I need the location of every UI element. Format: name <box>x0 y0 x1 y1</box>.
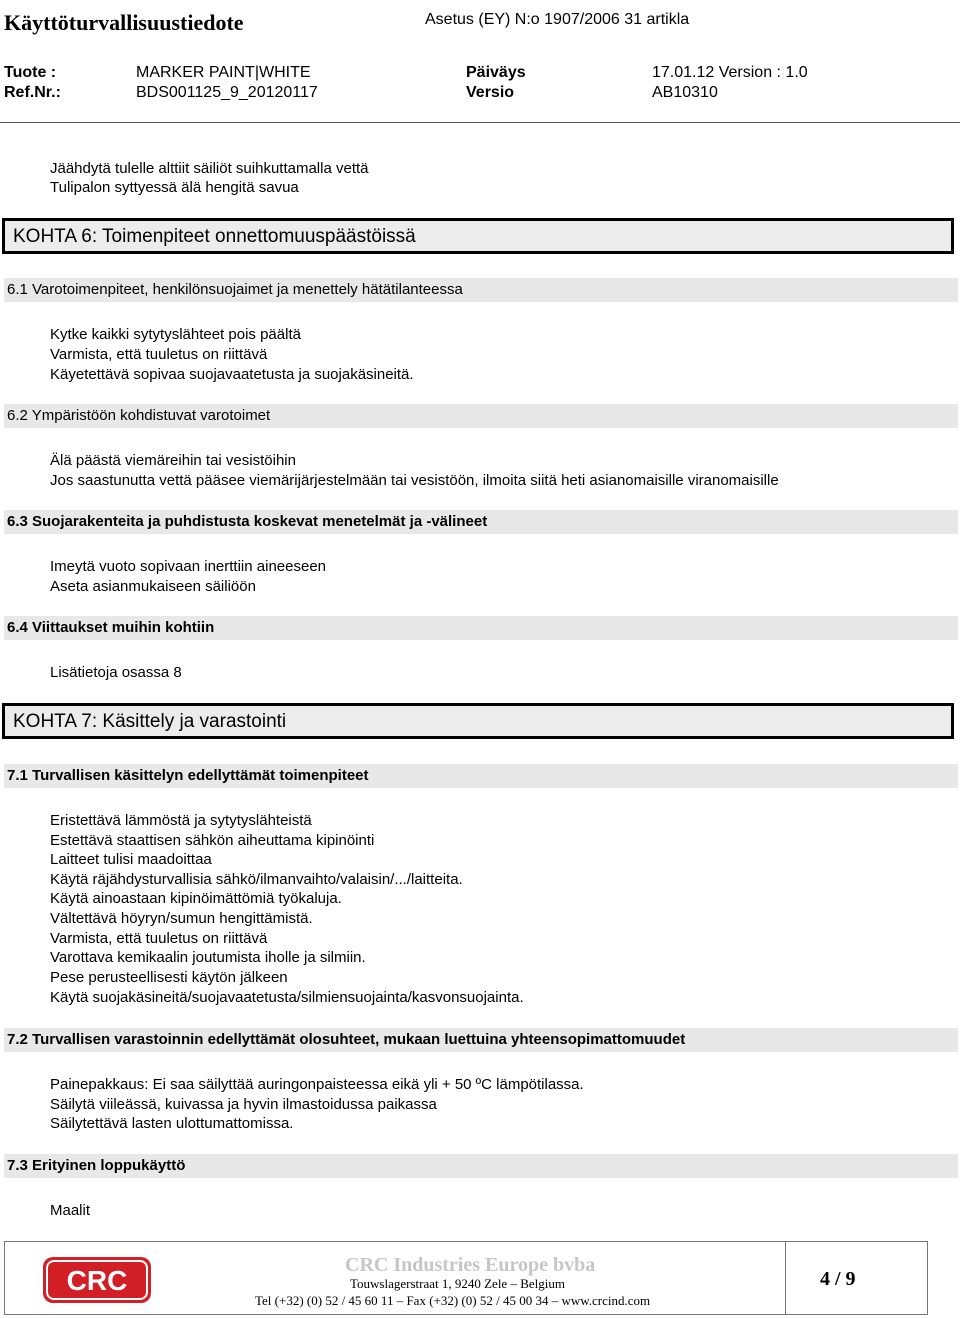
crc-logo <box>43 1257 151 1303</box>
date-value: 17.01.12 Version : 1.0 <box>652 64 808 81</box>
subsection-heading-6-1 <box>4 278 958 302</box>
subsection-heading-7-1 <box>4 764 958 788</box>
text-line: Aseta asianmukaiseen säiliöön <box>50 578 256 595</box>
text-line: Maalit <box>50 1202 91 1219</box>
section-heading-6 <box>2 218 954 254</box>
text-line: Estettävä staattisen sähkön aiheuttama kipinöinti <box>50 832 375 849</box>
regulation-reference: Asetus (EY) N:o 1907/2006 31 artikla <box>425 11 690 28</box>
text-line: Varmista, että tuuletus on riittävä <box>50 930 268 947</box>
subsection-title: 7.1 Turvallisen käsittelyn edellyttämät toimenpiteet <box>7 767 369 784</box>
ref-label: Ref.Nr.: <box>4 84 61 101</box>
header-rule <box>0 122 960 123</box>
text-line: Laitteet tulisi maadoittaa <box>50 851 212 868</box>
text-line: Kytke kaikki sytytyslähteet pois päältä <box>50 326 301 343</box>
product-label: Tuote : <box>4 64 57 81</box>
text-line: Painepakkaus: Ei saa säilyttää auringonpaisteessa eikä yli + 50 ºC lämpötilassa. <box>50 1076 584 1093</box>
subsection-heading-7-2 <box>4 1028 958 1052</box>
date-label: Päiväys <box>466 64 526 81</box>
document-title: Käyttöturvallisuustiedote <box>4 10 244 35</box>
text-line: Älä päästä viemäreihin tai vesistöihin <box>50 452 296 469</box>
page-footer <box>4 1241 928 1315</box>
section-title: KOHTA 6: Toimenpiteet onnettomuuspäästöissä <box>13 226 416 247</box>
logo-text: CRC <box>66 1265 128 1296</box>
subsection-title: 7.3 Erityinen loppukäyttö <box>7 1157 186 1174</box>
company-address: Touwslagerstraat 1, 9240 Zele – Belgium <box>350 1276 565 1291</box>
text-line: Jos saastunutta vettä pääsee viemärijärjestelmään tai vesistöön, ilmoita siitä heti asianomaisille viranomaisille <box>50 472 779 489</box>
text-line: Käytä suojakäsineitä/suojavaatetusta/silmiensuojainta/kasvonsuojainta. <box>50 989 524 1006</box>
subsection-title: 7.2 Turvallisen varastoinnin edellyttämät olosuhteet, mukaan luettuina yhteensopimattomuudet <box>7 1031 686 1048</box>
subsection-title: 6.2 Ympäristöön kohdistuvat varotoimet <box>7 407 271 424</box>
text-line: Tulipalon syttyessä älä hengitä savua <box>50 179 299 196</box>
text-line: Imeytä vuoto sopivaan inerttiin aineeseen <box>50 558 327 575</box>
product-value: MARKER PAINT|WHITE <box>136 64 311 81</box>
text-line: Jäähdytä tulelle alttiit säiliöt suihkuttamalla vettä <box>50 160 369 177</box>
company-name: CRC Industries Europe bvba <box>345 1254 596 1276</box>
text-line: Eristettävä lämmöstä ja sytytyslähteistä <box>50 812 312 829</box>
text-line: Vältettävä höyryn/sumun hengittämistä. <box>50 910 313 927</box>
text-line: Lisätietoja osassa 8 <box>50 664 182 681</box>
subsection-title: 6.4 Viittaukset muihin kohtiin <box>7 619 215 636</box>
text-line: Varmista, että tuuletus on riittävä <box>50 346 268 363</box>
text-line: Pese perusteellisesti käytön jälkeen <box>50 969 288 986</box>
text-line: Käytä ainoastaan kipinöimättömiä työkaluja. <box>50 890 342 907</box>
subsection-title: 6.1 Varotoimenpiteet, henkilönsuojaimet ja menettely hätätilanteessa <box>7 281 463 298</box>
version-value: AB10310 <box>652 84 718 101</box>
text-line: Varottava kemikaalin joutumista iholle ja silmiin. <box>50 949 366 966</box>
text-line: Säilytettävä lasten ulottumattomissa. <box>50 1115 294 1132</box>
text-line: Käyetettävä sopivaa suojavaatetusta ja suojakäsineitä. <box>50 366 414 383</box>
subsection-title: 6.3 Suojarakenteita ja puhdistusta koskevat menetelmät ja -välineet <box>7 513 488 530</box>
section-heading-7 <box>2 703 954 739</box>
section-title: KOHTA 7: Käsittely ja varastointi <box>13 711 287 732</box>
subsection-heading-6-3 <box>4 510 958 534</box>
subsection-heading-7-3 <box>4 1154 958 1178</box>
version-label: Versio <box>466 84 515 101</box>
subsection-heading-6-4 <box>4 616 958 640</box>
page-number: 4 / 9 <box>820 1268 856 1290</box>
text-line: Säilytä viileässä, kuivassa ja hyvin ilmastoidussa paikassa <box>50 1096 437 1113</box>
company-contact: Tel (+32) (0) 52 / 45 60 11 – Fax (+32) (0) 52 / 45 00 34 – www.crcind.com <box>255 1293 651 1308</box>
ref-value: BDS001125_9_20120117 <box>136 84 318 101</box>
subsection-heading-6-2 <box>4 404 958 428</box>
footer-divider <box>785 1242 786 1314</box>
text-line: Käytä räjähdysturvallisia sähkö/ilmanvaihto/valaisin/.../laitteita. <box>50 871 463 888</box>
